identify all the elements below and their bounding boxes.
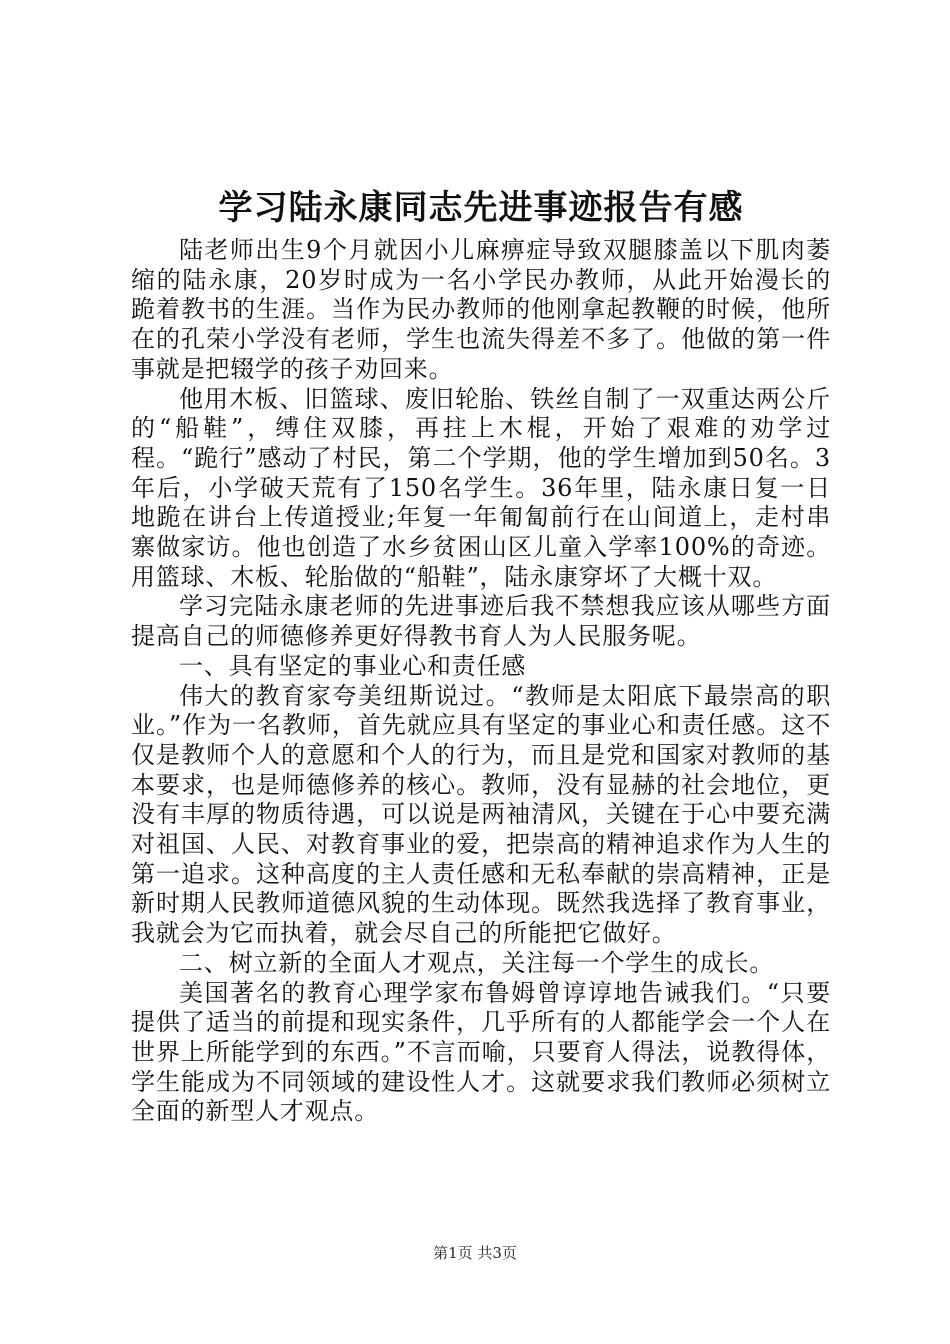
- document-body: [131, 236, 831, 1127]
- section-heading: 一、具有坚定的事业心和责任感: [179, 651, 527, 680]
- document-title: 学习陆永康同志先进事迹报告有感: [218, 188, 744, 228]
- page-footer: 第1页 共3页: [433, 1244, 517, 1262]
- paragraph: 陆老师出生9个月就因小儿麻痹症导致双腿膝盖以下肌肉萎缩的陆永康，20岁时成为一名小学民办教师，从此开始漫长的跪着教书的生涯。当作为民办教师的他刚拿起教鞭的时候，他所在的孔荣小学没有老师，学生也流失得差不多了。他做的第一件事就是把辍学的孩子劝回来。: [131, 236, 831, 383]
- paragraph: 伟大的教育家夸美纽斯说过。“教师是太阳底下最崇高的职业。”作为一名教师，首先就应具有坚定的事业心和责任感。这不仅是教师个人的意愿和个人的行为，而且是党和国家对教师的基本要求，也是师德修养的核心。教师，没有显赫的社会地位，更没有丰厚的物质待遇，可以说是两袖清风，关键在于心中要充满对祖国、人民、对教育事业的爱，把崇高的精神追求作为人生的第一追求。这种高度的主人责任感和无私奉献的崇高精神，正是新时期人民教师道德风貌的生动体现。既然我选择了教育事业，我就会为它而执着，就会尽自己的所能把它做好。: [131, 681, 831, 948]
- section-heading: 二、树立新的全面人才观点，关注每一个学生的成长。: [179, 948, 775, 977]
- paragraph: 他用木板、旧篮球、废旧轮胎、铁丝自制了一双重达两公斤的“船鞋”，缚住双膝，再拄上木棍，开始了艰难的劝学过程。“跪行”感动了村民，第二个学期，他的学生增加到50名。3年后，小学破天荒有了150名学生。36年里，陆永康日复一日地跪在讲台上传道授业;年复一年匍匐前行在山间道上，走村串寨做家访。他也创造了水乡贫困山区儿童入学率100%的奇迹。用篮球、木板、轮胎做的“船鞋”，陆永康穿坏了大概十双。: [131, 384, 831, 591]
- paragraph: 美国著名的教育心理学家布鲁姆曾谆谆地告诫我们。“只要提供了适当的前提和现实条件，几乎所有的人都能学会一个人在世界上所能学到的东西。”不言而喻，只要育人得法，说教得体，学生能成为不同领域的建设性人才。这就要求我们教师必须树立全面的新型人才观点。: [131, 978, 831, 1126]
- paragraph: 学习完陆永康老师的先进事迹后我不禁想我应该从哪些方面提高自己的师德修养更好得教书育人为人民服务呢。: [131, 592, 831, 651]
